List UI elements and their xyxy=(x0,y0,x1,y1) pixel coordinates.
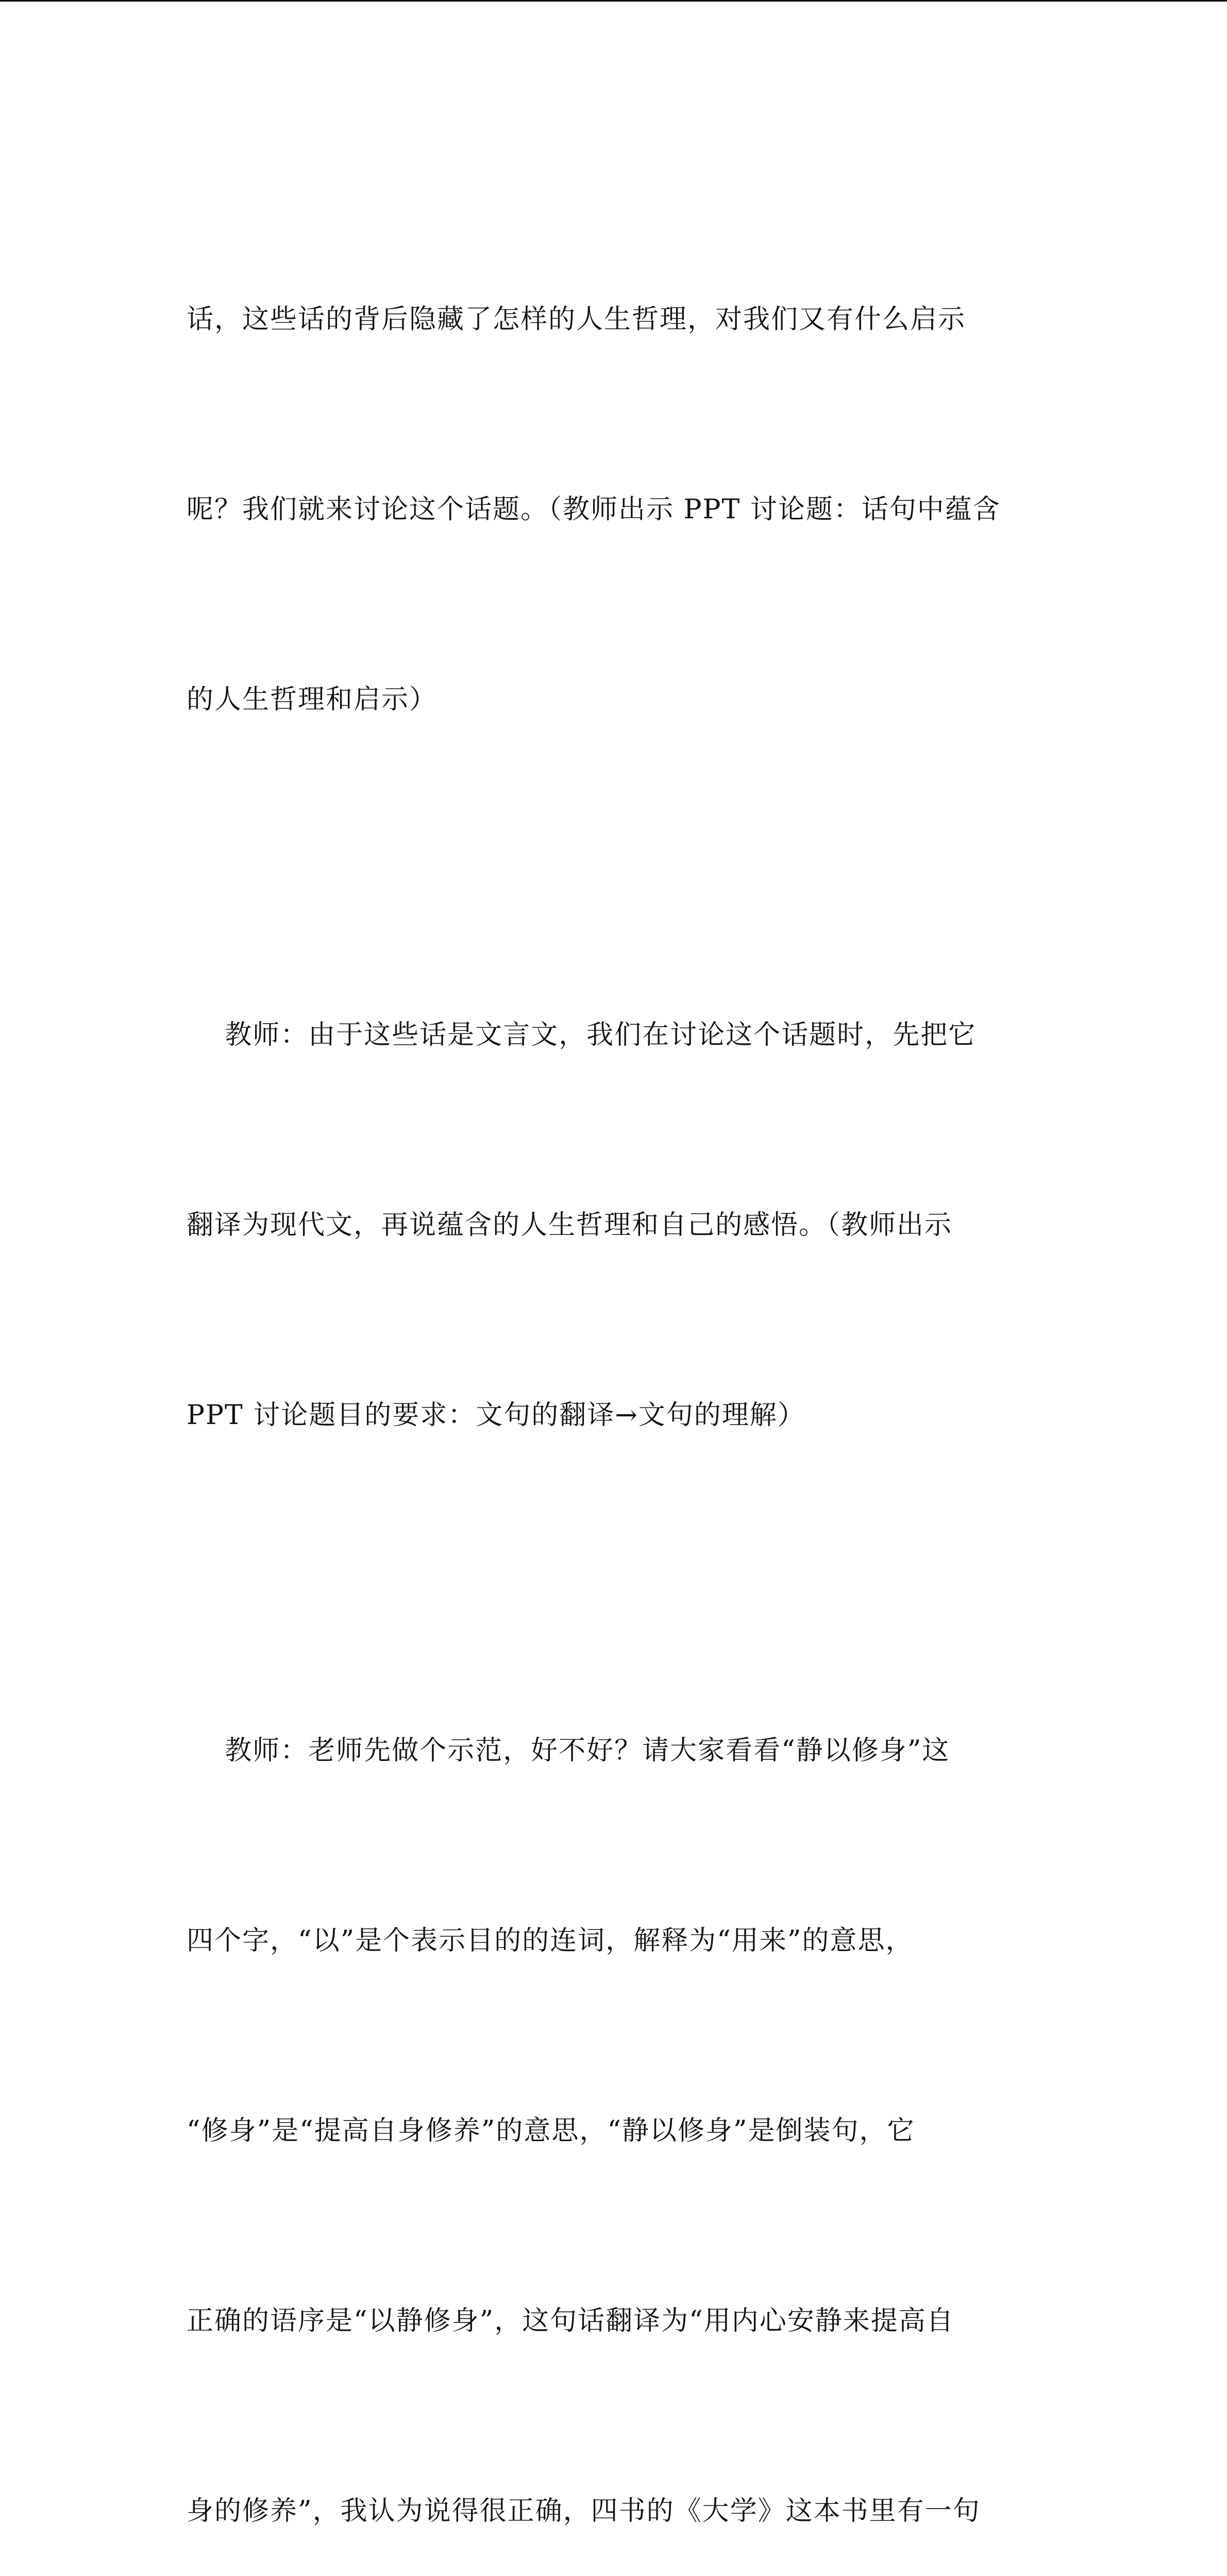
text-line: 四个字，“以”是个表示目的的连词，解释为“用来”的意思， xyxy=(187,1925,914,1956)
paragraph-1 xyxy=(187,161,1042,858)
paragraph-2 xyxy=(187,877,1042,1574)
text-line: 呢？我们就来讨论这个话题。（教师出示 PPT 讨论题：话句中蕴含 xyxy=(187,494,1001,525)
text-line: 翻译为现代文，再说蕴含的人生哲理和自己的感悟。（教师出示 xyxy=(187,1210,953,1241)
text-line: 教师：老师先做个示范，好不好？请大家看看“静以修身”这 xyxy=(187,1735,950,1766)
text-line: 教师：由于这些话是文言文，我们在讨论这个话题时，先把它 xyxy=(187,1020,977,1050)
text-line: 正确的语序是“以静修身”，这句话翻译为“用内心安静来提高自 xyxy=(187,2306,954,2336)
text-line: 的人生哲理和启示） xyxy=(187,684,438,715)
text-line: 话，这些话的背后隐藏了怎样的人生哲理，对我们又有什么启示 xyxy=(187,304,966,335)
text-line: “修身”是“提高自身修养”的意思，“静以修身”是倒装句，它 xyxy=(187,2115,915,2146)
text-line: PPT 讨论题目的要求：文句的翻译→文句的理解） xyxy=(187,1400,805,1431)
text-line: 身的修养”，我认为说得很正确，四书的《大学》这本书里有一句 xyxy=(187,2496,981,2527)
document-body xyxy=(187,161,1042,2576)
paragraph-3 xyxy=(187,1592,1042,2576)
